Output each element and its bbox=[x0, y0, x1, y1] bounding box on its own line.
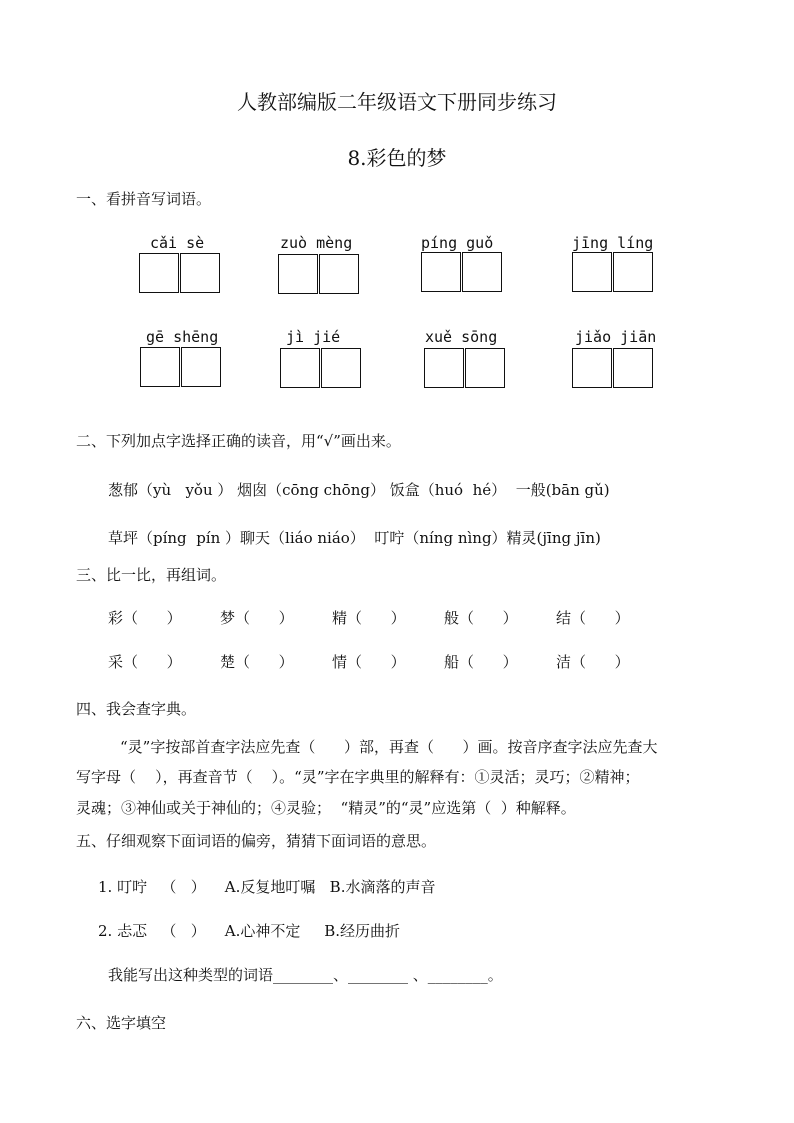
compare-item: 情（ ） bbox=[332, 653, 406, 671]
pinyin-6: jì jié bbox=[286, 328, 341, 346]
pinyin-5: gē shēng bbox=[146, 328, 219, 346]
section-2-line-2: 草坪（píng pín ）聊天（liáo niáo） 叮咛（níng nìng）精灵(jīng jīn) bbox=[108, 529, 601, 547]
pinyin-7: xuě sōng bbox=[425, 328, 498, 346]
compare-item: 梦（ ） bbox=[220, 609, 294, 627]
char-box[interactable] bbox=[321, 348, 361, 388]
char-box[interactable] bbox=[572, 252, 612, 292]
page-title: 人教部编版二年级语文下册同步练习 bbox=[237, 90, 557, 114]
char-box[interactable] bbox=[465, 348, 505, 388]
char-box[interactable] bbox=[319, 254, 359, 294]
char-box[interactable] bbox=[572, 348, 612, 388]
section-4-line-3: 灵魂；③神仙或关于神仙的；④灵验； “精灵”的“灵”应选第（ ）种解释。 bbox=[76, 799, 576, 817]
section-1-heading: 一、看拼音写词语。 bbox=[76, 190, 212, 208]
section-3-heading: 三、比一比，再组词。 bbox=[76, 566, 227, 584]
compare-item: 楚（ ） bbox=[220, 653, 294, 671]
section-4-line-2: 写字母（ ），再查音节（ ）。“灵”字在字典里的解释有：①灵活；灵巧；②精神； bbox=[76, 768, 640, 786]
section-6-heading: 六、选字填空 bbox=[76, 1014, 167, 1032]
lesson-title: 8.彩色的梦 bbox=[347, 146, 447, 170]
compare-item: 船（ ） bbox=[444, 653, 518, 671]
compare-item: 采（ ） bbox=[108, 653, 182, 671]
char-box[interactable] bbox=[424, 348, 464, 388]
question-1: 1. 叮咛 （ ） A.反复地叮嘱 B.水滴落的声音 bbox=[98, 878, 436, 896]
compare-item: 彩（ ） bbox=[108, 609, 182, 627]
compare-item: 洁（ ） bbox=[556, 653, 630, 671]
compare-item: 般（ ） bbox=[444, 609, 518, 627]
pinyin-4: jīng líng bbox=[572, 234, 654, 252]
char-box[interactable] bbox=[613, 252, 653, 292]
compare-item: 精（ ） bbox=[332, 609, 406, 627]
char-box[interactable] bbox=[140, 347, 180, 387]
section-4-line-1: “灵”字按部首查字法应先查（ ）部，再查（ ）画。按音序查字法应先查大 bbox=[120, 738, 658, 756]
write-words-prompt: 我能写出这种类型的词语________、________ 、________。 bbox=[108, 966, 503, 984]
question-2: 2. 忐忑 （ ） A.心神不定 B.经历曲折 bbox=[98, 922, 400, 940]
char-box[interactable] bbox=[139, 253, 179, 293]
section-5-heading: 五、仔细观察下面词语的偏旁，猜猜下面词语的意思。 bbox=[76, 832, 437, 850]
char-box[interactable] bbox=[613, 348, 653, 388]
pinyin-3: píng guǒ bbox=[421, 234, 494, 252]
section-2-heading: 二、下列加点字选择正确的读音，用“√”画出来。 bbox=[76, 432, 401, 450]
section-2-line-1: 葱郁（yù yǒu ） 烟囱（cōng chōng） 饭盒（huó hé） 一般(bān gǔ) bbox=[108, 481, 610, 499]
pinyin-8: jiǎo jiān bbox=[575, 328, 657, 346]
char-box[interactable] bbox=[278, 254, 318, 294]
char-box[interactable] bbox=[462, 252, 502, 292]
char-box[interactable] bbox=[180, 253, 220, 293]
char-box[interactable] bbox=[280, 348, 320, 388]
char-box[interactable] bbox=[421, 252, 461, 292]
pinyin-2: zuò mèng bbox=[280, 234, 353, 252]
char-box[interactable] bbox=[181, 347, 221, 387]
section-4-heading: 四、我会查字典。 bbox=[76, 700, 197, 718]
pinyin-1: cǎi sè bbox=[150, 234, 205, 252]
compare-item: 结（ ） bbox=[556, 609, 630, 627]
